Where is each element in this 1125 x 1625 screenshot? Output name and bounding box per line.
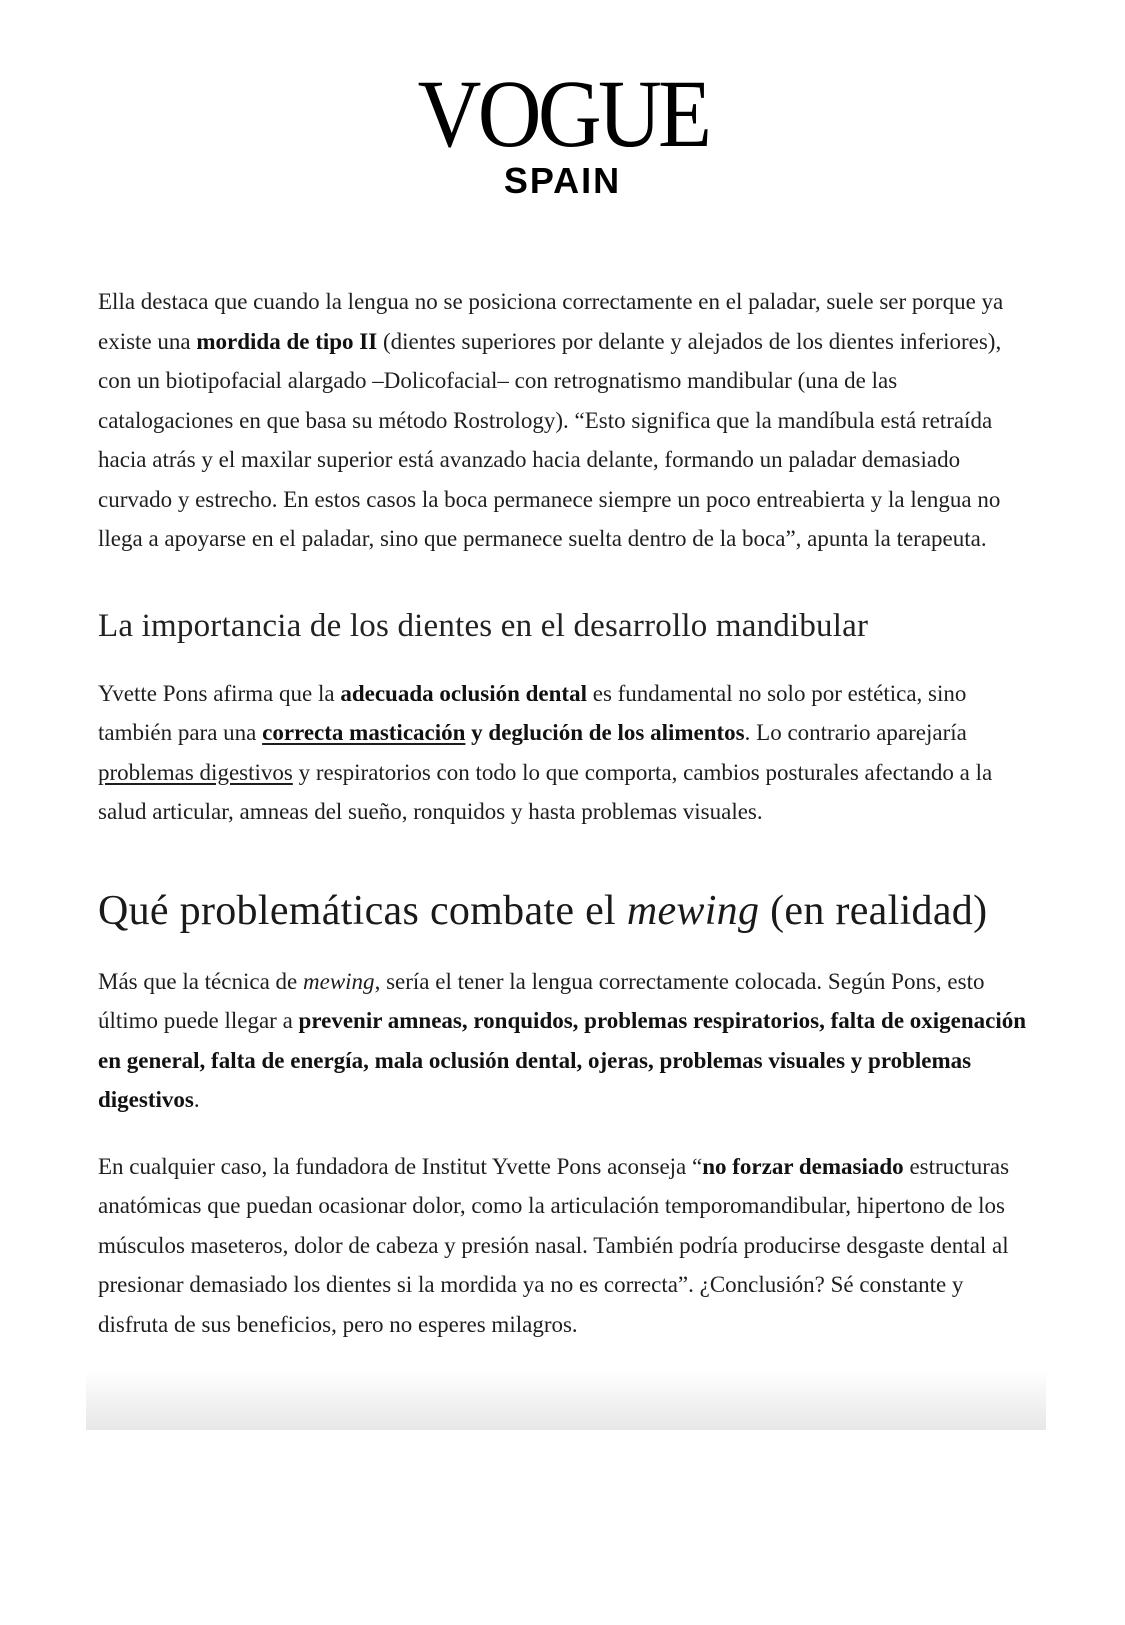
masthead bbox=[0, 60, 1125, 202]
bold-text: no forzar demasiado bbox=[702, 1153, 904, 1179]
heading-italic: mewing bbox=[626, 887, 760, 934]
bold-text: prevenir amneas, ronquidos, problemas respiratorios, falta de oxigenación en general, falta de energía, mala oclusión dental, ojeras, problemas visuales y problemas digestivos bbox=[98, 1008, 1027, 1112]
link-correcta-masticacion[interactable] bbox=[262, 720, 465, 745]
link-problemas-digestivos[interactable]: problemas digestivos bbox=[98, 759, 293, 785]
bottom-fade-overlay bbox=[86, 1370, 1046, 1430]
text-run: Más que la técnica de bbox=[98, 968, 303, 994]
bold-text: mordida de tipo II bbox=[196, 328, 378, 354]
link-text: correcta masticación bbox=[262, 720, 466, 745]
text-run: Yvette Pons afirma que la bbox=[98, 680, 341, 706]
text-run: , sería el tener la lengua correctamente colocada. Según Pons, esto último puede llegar a bbox=[98, 968, 985, 1033]
section-heading-teeth: La importancia de los dientes en el desarrollo mandibular bbox=[98, 607, 869, 644]
text-run: y respiratorios con todo lo que comporta, cambios posturales afectando a la salud articular, amneas del sueño, ronquidos y hasta problemas visuales. bbox=[98, 759, 993, 824]
paragraph-benefits bbox=[98, 962, 1038, 1120]
vogue-logo[interactable]: VOGUE bbox=[417, 60, 708, 167]
paragraph-conclusion bbox=[98, 1147, 1038, 1345]
section-heading-mewing bbox=[98, 886, 1038, 936]
heading-text: Qué problemáticas combate el bbox=[98, 887, 627, 934]
italic-text: mewing bbox=[303, 968, 375, 994]
text-run: (dientes superiores por delante y alejados de los dientes inferiores), con un biotipofacial alargado –Dolicofacial– con retrognatismo mandibular (una de las catalogaciones en que basa su método Rostrology). “Esto significa que la mandíbula está retraída hacia atrás y el maxilar superior está avanzado hacia delante, formando un paladar demasiado curvado y estrecho. En estos casos la boca permanece siempre un poco entreabierta y la lengua no llega a apoyarse en el paladar, sino que permanece suelta dentro de la boca”, apunta la terapeuta. bbox=[98, 328, 1002, 551]
paragraph-dental-occlusion bbox=[98, 674, 1038, 832]
text-run: . Lo contrario aparejaría bbox=[744, 720, 967, 745]
text-run: . bbox=[193, 1087, 200, 1112]
bold-text: adecuada oclusión dental bbox=[340, 680, 587, 706]
text-run: En cualquier caso, la fundadora de Institut Yvette Pons aconseja “ bbox=[98, 1153, 703, 1179]
article-body bbox=[98, 282, 1038, 1344]
paragraph-bite-type bbox=[98, 282, 1038, 559]
heading-text: (en realidad) bbox=[759, 887, 988, 934]
text-run: es fundamental no solo por estética, sino también para una bbox=[98, 680, 967, 745]
edition-label: SPAIN bbox=[503, 160, 622, 201]
text-run: Ella destaca que cuando la lengua no se posiciona correctamente en el paladar, suele ser porque ya existe una bbox=[98, 289, 1004, 354]
text-run: estructuras anatómicas que puedan ocasionar dolor, como la articulación temporomandibular, hipertono de los músculos maseteros, dolor de cabeza y presión nasal. También podría producirse desgaste dental al presionar demasiado los dientes si la mordida ya no es correcta”. ¿Conclusión? Sé constante y disfruta de sus beneficios, pero no esperes milagros. bbox=[98, 1153, 1010, 1337]
bold-text: y deglución de los alimentos bbox=[465, 720, 745, 745]
